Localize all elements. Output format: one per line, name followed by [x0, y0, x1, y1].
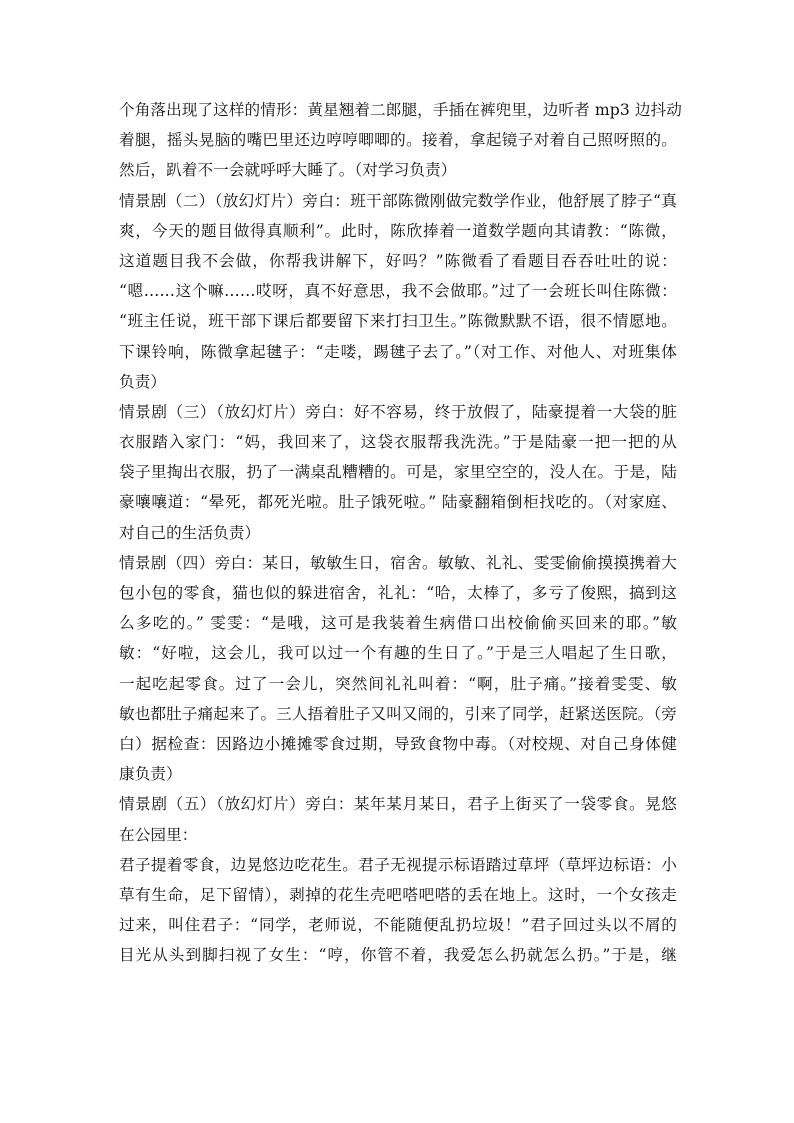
- text-line: 在公园里：: [119, 825, 198, 844]
- text-line: 然后，趴着不一会就呼呼大睡了。（对学习负责）: [119, 161, 457, 180]
- text-line: 情景剧（二）（放幻灯片）旁白：班干部陈微刚做完数学作业，他舒展了脖子“真: [119, 191, 677, 210]
- text-line: 目光从头到脚扫视了女生：“哼，你管不着，我爱怎么扔就怎么扔。”于是，继: [119, 946, 677, 965]
- text-line: 情景剧（四）旁白：某日，敏敏生日，宿舍。敏敏、礼礼、雯雯偷偷摸摸携着大: [119, 553, 677, 572]
- text-line: 爽，今天的题目做得真顺利”。此时，陈欣捧着一道数学题向其请教：“陈微，: [119, 221, 677, 240]
- text-line: 负责）: [119, 372, 167, 391]
- document-body: [119, 95, 682, 970]
- text-line: 着腿，摇头晃脑的嘴巴里还边哼哼唧唧的。接着，拿起镜子对着自己照呀照的。: [119, 131, 677, 150]
- text-line: 一起吃起零食。过了一会儿，突然间礼礼叫着：“啊，肚子痛。”接着雯雯、敏: [119, 674, 677, 693]
- text-line: 白）据检查：因路边小摊摊零食过期，导致食物中毒。（对校规、对自己身体健: [119, 734, 677, 753]
- text-line: 敏也都肚子痛起来了。三人捂着肚子又叫又闹的，引来了同学，赶紧送医院。（旁: [119, 704, 677, 723]
- text-line: 敏：“好啦，这会儿，我可以过一个有趣的生日了。”于是三人唱起了生日歌，: [119, 644, 677, 663]
- text-line: 么多吃的。” 雯雯：“是哦，这可是我装着生病借口出校偷偷买回来的耶。”敏: [119, 614, 677, 633]
- text-line: 对自己的生活负责）: [119, 523, 261, 542]
- text-line: 草有生命，足下留情），剥掉的花生壳吧嗒吧嗒的丢在地上。这时，一个女孩走: [119, 885, 677, 904]
- text-line: “班主任说，班干部下课后都要留下来打扫卫生。”陈微默默不语，很不情愿地。: [119, 312, 677, 331]
- text-line: 衣服踏入家门：“妈，我回来了，这袋衣服帮我洗洗。”于是陆豪一把一把的从: [119, 433, 677, 452]
- text-line: 情景剧（五）（放幻灯片）旁白：某年某月某日，君子上街买了一袋零食。晃悠: [119, 795, 677, 814]
- text-line: 这道题目我不会做，你帮我讲解下，好吗？”陈微看了看题目吞吞吐吐的说：: [119, 251, 677, 270]
- text-line: 康负责）: [119, 765, 182, 784]
- text-line: “嗯……这个嘛……哎呀，真不好意思，我不会做耶。”过了一会班长叫住陈微：: [119, 282, 677, 301]
- text-line: 下课铃响，陈微拿起毽子：“走喽，踢毽子去了。”（对工作、对他人、对班集体: [119, 342, 677, 361]
- text-line: 君子提着零食，边晃悠边吃花生。君子无视提示标语踏过草坪（草坪边标语：小: [119, 855, 677, 874]
- text-line: 个角落出现了这样的情形：黄星翘着二郎腿，手插在裤兜里，边听者 mp3 边抖动: [119, 101, 682, 119]
- text-line: 过来，叫住君子：“同学，老师说，不能随便乱扔垃圾！”君子回过头以不屑的: [119, 916, 677, 935]
- text-line: 包小包的零食，猫也似的躲进宿舍，礼礼：“哈，太棒了，多亏了俊熙，搞到这: [119, 584, 677, 602]
- text-line: 袋子里掏出衣服，扔了一满桌乱糟糟的。可是，家里空空的，没人在。于是，陆: [119, 463, 677, 482]
- text-line: 情景剧（三）（放幻灯片）旁白：好不容易，终于放假了，陆豪提着一大袋的脏: [119, 402, 677, 421]
- text-line: 豪嚷嚷道：“晕死，都死光啦。肚子饿死啦。” 陆豪翻箱倒柜找吃的。（对家庭、: [119, 493, 677, 512]
